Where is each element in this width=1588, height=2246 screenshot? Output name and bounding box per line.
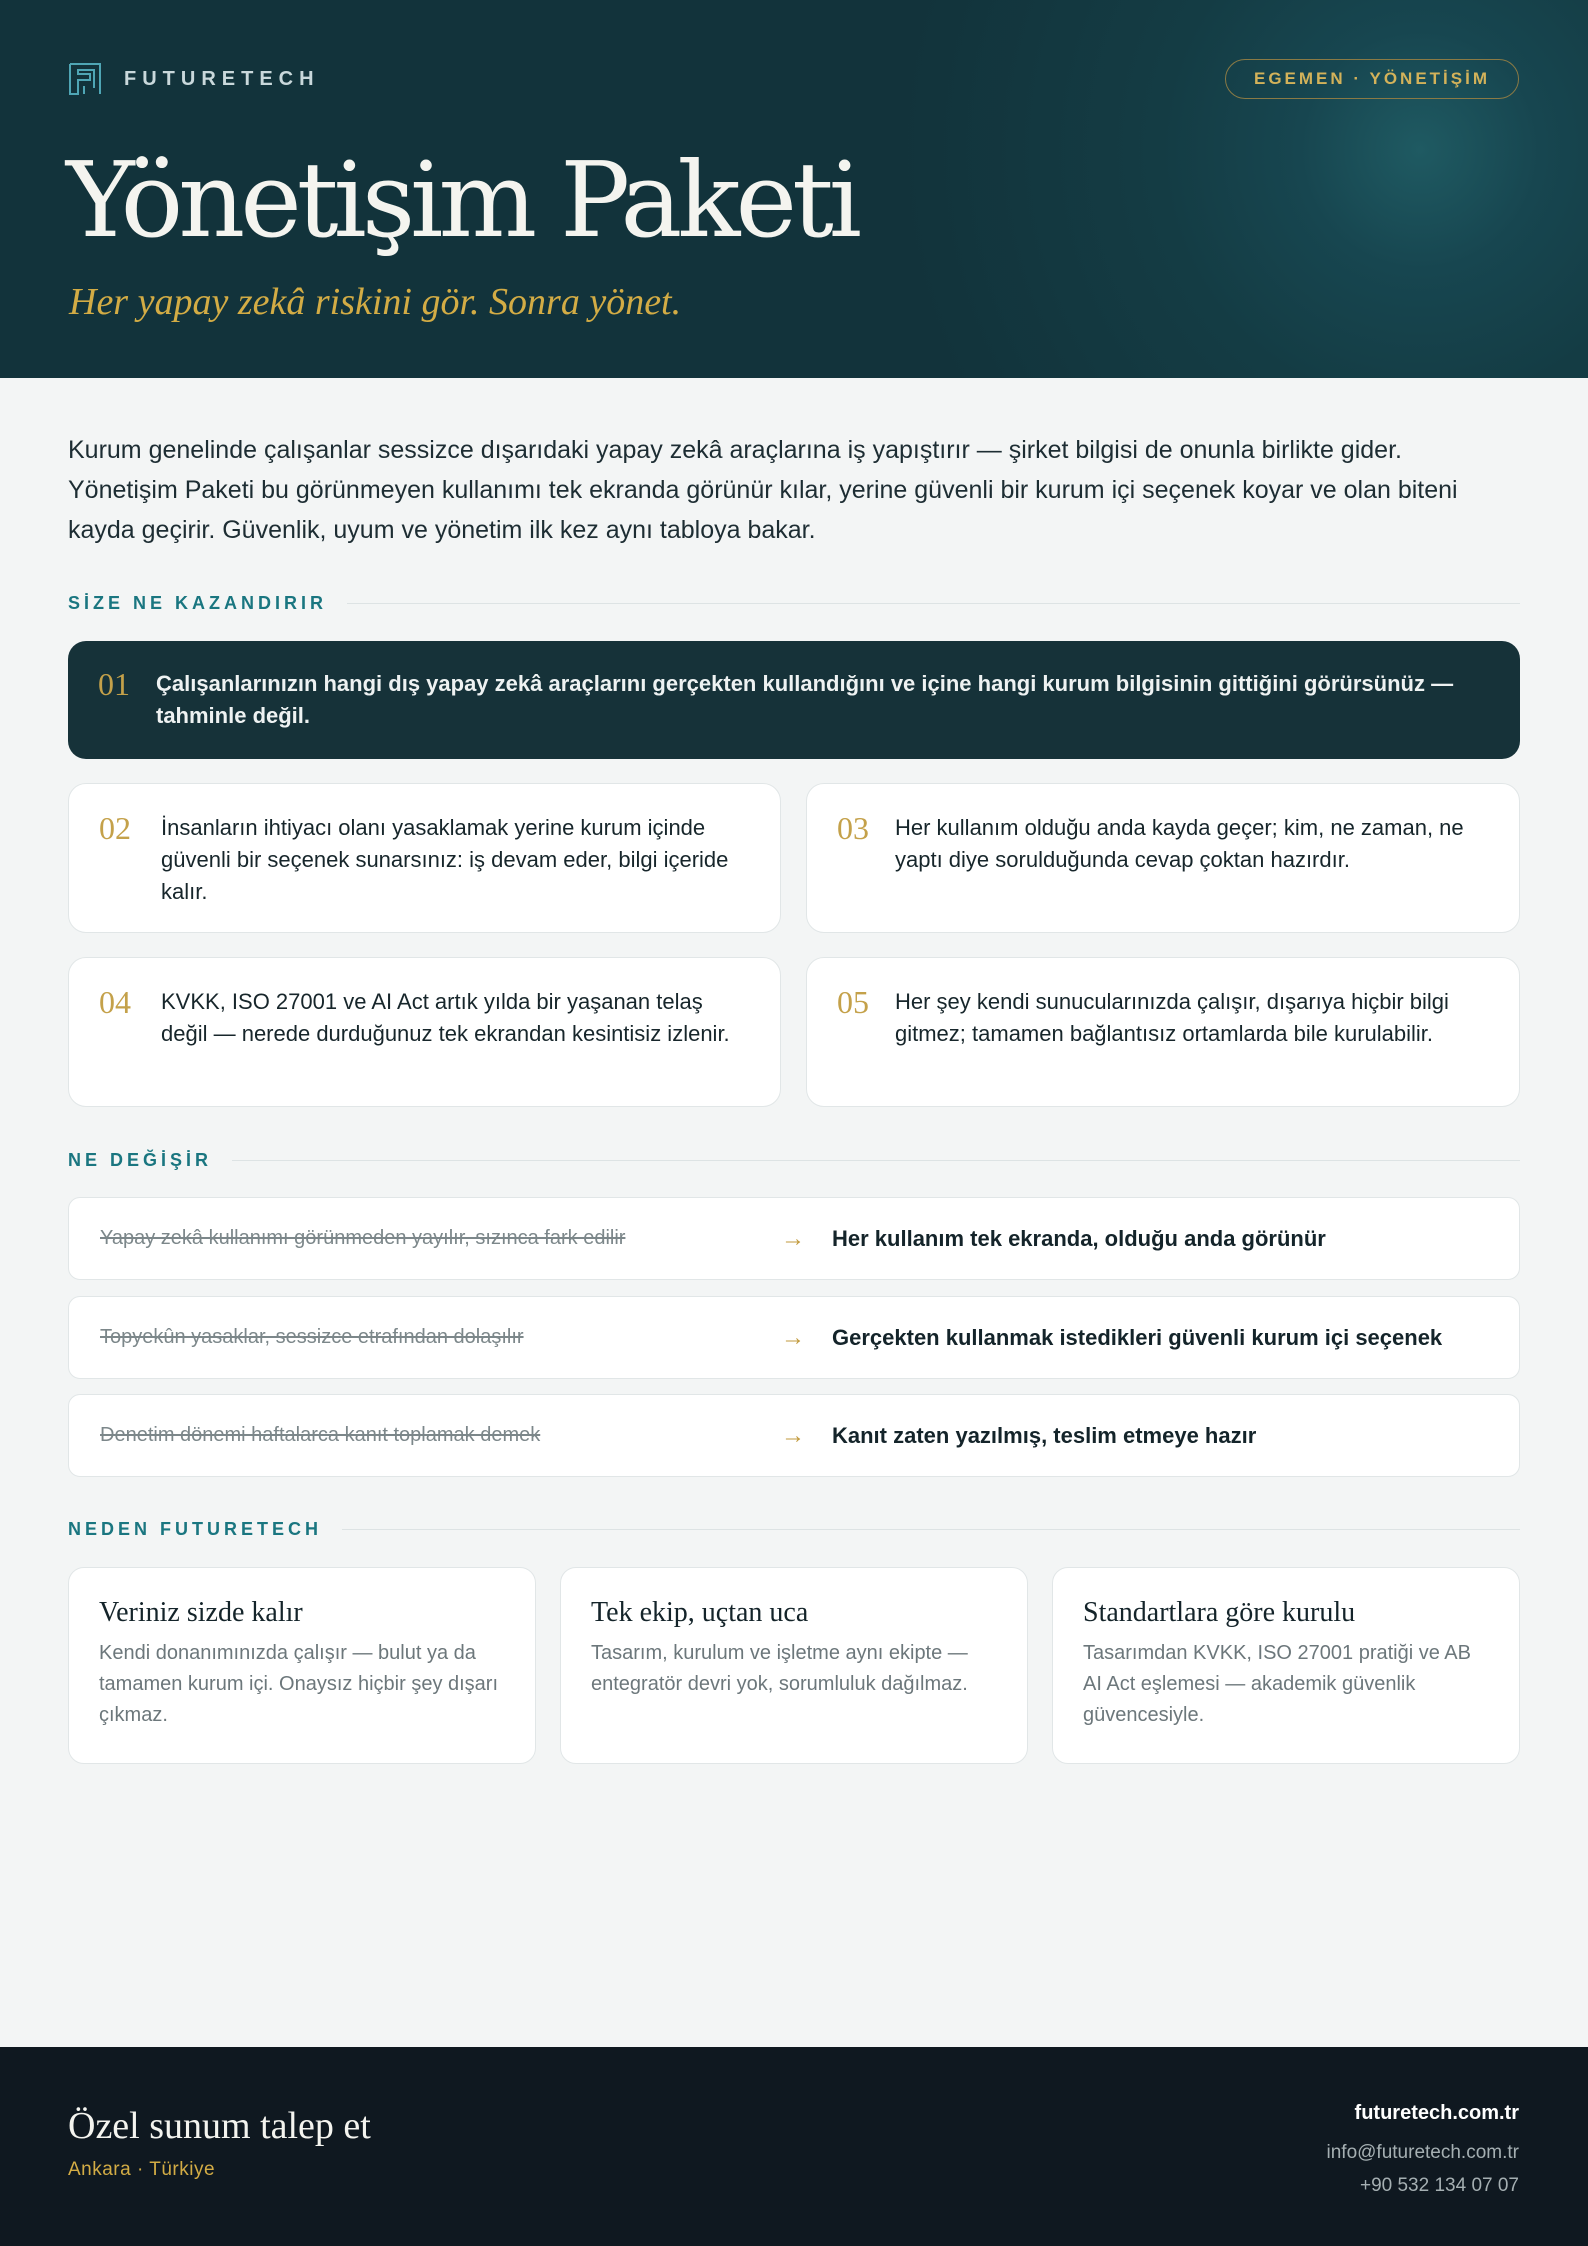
email-link[interactable]: info@futuretech.com.tr bbox=[1326, 2142, 1519, 2163]
section-heading-label: NE DEĞİŞİR bbox=[68, 1149, 213, 1170]
why-card-data bbox=[68, 1567, 536, 1764]
section-heading-label: SİZE NE KAZANDIRIR bbox=[68, 592, 328, 613]
category-badge: EGEMEN · YÖNETİŞİM bbox=[1225, 59, 1519, 99]
benefit-text: İnsanların ihtiyacı olanı yasaklamak yerine kurum içinde güvenli bir seçenek sunarsınız: iş devam eder, bilgi içeride kalır. bbox=[161, 815, 729, 904]
change-after: Kanıt zaten yazılmış, teslim etmeye hazır bbox=[832, 1423, 1257, 1448]
page-title: Yönetişim Paketi bbox=[66, 139, 858, 261]
why-card-title: Veriniz sizde kalır bbox=[99, 1597, 303, 1628]
benefit-number: 02 bbox=[99, 810, 131, 846]
benefit-number: 05 bbox=[837, 984, 869, 1020]
brand-name: FUTURETECH bbox=[124, 67, 320, 90]
benefit-number: 01 bbox=[98, 666, 130, 702]
section-heading-label: NEDEN FUTURETECH bbox=[68, 1518, 323, 1539]
presentation-request-cta[interactable]: Özel sunum talep et bbox=[68, 2105, 371, 2147]
benefit-card-05 bbox=[806, 957, 1520, 1107]
benefit-card-03 bbox=[806, 783, 1520, 933]
brand-logo[interactable] bbox=[68, 62, 320, 96]
why-card-text: Tasarımdan KVKK, ISO 27001 pratiği ve AB AI Act eşlemesi — akademik güvenlik güvencesiyle. bbox=[1083, 1642, 1471, 1726]
page-footer bbox=[0, 2047, 1588, 2246]
arrow-right-icon: → bbox=[781, 1422, 805, 1449]
section-divider bbox=[347, 603, 1520, 604]
location-text: Ankara · Türkiye bbox=[68, 2159, 216, 2180]
page-tagline: Her yapay zekâ riskini gör. Sonra yönet. bbox=[69, 281, 682, 323]
change-row bbox=[68, 1394, 1520, 1477]
benefit-text: KVKK, ISO 27001 ve AI Act artık yılda bir yaşanan telaş değil — nerede durduğunuz tek ekrandan kesintisiz izlenir. bbox=[161, 989, 730, 1046]
benefit-text: Her kullanım olduğu anda kayda geçer; kim, ne zaman, ne yaptı diye sorulduğunda cevap çoktan hazırdır. bbox=[895, 815, 1464, 872]
section-heading-benefits bbox=[68, 593, 1520, 613]
why-card-title: Tek ekip, uçtan uca bbox=[591, 1597, 809, 1628]
change-after: Her kullanım tek ekranda, olduğu anda görünür bbox=[832, 1226, 1326, 1251]
contact-block bbox=[1327, 2097, 1519, 2202]
change-row bbox=[68, 1296, 1520, 1379]
change-before: Yapay zekâ kullanımı görünmeden yayılır, sızınca fark edilir bbox=[100, 1227, 626, 1249]
change-after: Gerçekten kullanmak istedikleri güvenli kurum içi seçenek bbox=[832, 1325, 1443, 1350]
benefit-card-04 bbox=[68, 957, 781, 1107]
futuretech-logo-icon bbox=[68, 62, 102, 96]
benefit-card-01 bbox=[68, 641, 1520, 759]
section-divider bbox=[342, 1529, 1520, 1530]
change-before: Topyekûn yasaklar, sessizce etrafından dolaşılır bbox=[100, 1326, 524, 1348]
benefit-number: 03 bbox=[837, 810, 869, 846]
hero-header bbox=[0, 0, 1588, 378]
why-card-team bbox=[560, 1567, 1028, 1764]
why-card-text: Tasarım, kurulum ve işletme aynı ekipte — entegratör devri yok, sorumluluk dağılmaz. bbox=[591, 1642, 968, 1695]
why-card-standards bbox=[1052, 1567, 1520, 1764]
why-card-text: Kendi donanımınızda çalışır — bulut ya da tamamen kurum içi. Onaysız hiçbir şey dışarı çıkmaz. bbox=[99, 1642, 499, 1726]
benefit-number: 04 bbox=[99, 984, 131, 1020]
benefit-text: Çalışanlarınızın hangi dış yapay zekâ araçlarını gerçekten kullandığını ve içine hangi kurum bilgisinin gittiğini görürsünüz — tahminle değil. bbox=[156, 671, 1454, 728]
section-heading-changes bbox=[68, 1150, 1520, 1170]
why-card-title: Standartlara göre kurulu bbox=[1083, 1597, 1356, 1628]
arrow-right-icon: → bbox=[781, 1324, 805, 1351]
phone-link[interactable]: +90 532 134 07 07 bbox=[1359, 2175, 1519, 2196]
arrow-right-icon: → bbox=[781, 1225, 805, 1252]
intro-paragraph: Kurum genelinde çalışanlar sessizce dışarıdaki yapay zekâ araçlarına iş yapıştırır — şirket bilgisi de onunla birlikte gider. Yönetişim Paketi bu görünmeyen kullanımı tek ekranda görünür kılar, yerine güvenli bir kurum içi seçenek koyar ve olan biteni kayda geçirir. Güvenlik, uyum ve yönetim ilk kez aynı tabloya bakar. bbox=[68, 436, 1458, 544]
benefit-card-02 bbox=[68, 783, 781, 933]
section-divider bbox=[232, 1160, 1520, 1161]
change-row bbox=[68, 1197, 1520, 1280]
section-heading-why bbox=[68, 1519, 1520, 1539]
website-link[interactable]: futuretech.com.tr bbox=[1354, 2102, 1519, 2124]
change-before: Denetim dönemi haftalarca kanıt toplamak demek bbox=[100, 1424, 541, 1446]
benefit-text: Her şey kendi sunucularınızda çalışır, dışarıya hiçbir bilgi gitmez; tamamen bağlantısız ortamlarda bile kurulabilir. bbox=[895, 989, 1449, 1046]
